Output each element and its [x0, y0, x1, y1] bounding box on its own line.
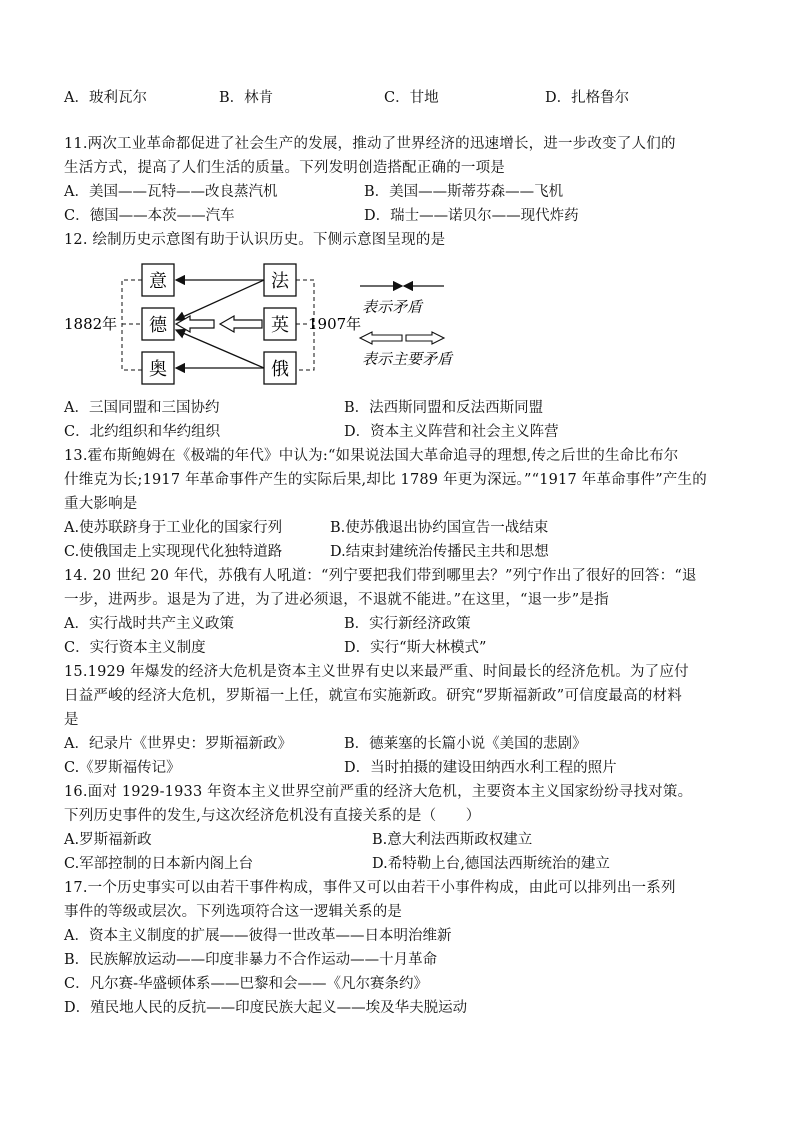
q16-option-a: A.罗斯福新政	[64, 832, 152, 848]
q11-option-d: D．瑞士——诺贝尔——现代炸药	[364, 208, 579, 224]
q15-option-c: C.《罗斯福传记》	[64, 760, 181, 776]
q11-option-c: C．德国——本茨——汽车	[64, 208, 235, 224]
q10-option-a: A．玻利瓦尔	[64, 90, 147, 106]
q11-stem-line1: 11.两次工业革命都促进了社会生产的发展，推动了世界经济的迅速增长，进一步改变了人们的	[64, 136, 676, 152]
diagram-legend	[360, 286, 454, 368]
q17-option-b: B．民族解放运动——印度非暴力不合作运动——十月革命	[64, 952, 438, 968]
q14-option-d: D．实行“斯大林模式”	[344, 640, 487, 656]
left-dashed-bracket	[122, 280, 142, 370]
q14-stem-line1: 14. 20 世纪 20 年代，苏俄有人吼道：“列宁要把我们带到哪里去？”列宁作出了很好的回答：“退	[64, 568, 697, 584]
q10-option-c: C．甘地	[384, 90, 439, 106]
q13-stem-line2: 什维克为长;1917 年革命事件产生的实际后果,却比 1789 年更为深远。”“1917 年革命事件”产生的	[64, 472, 707, 488]
q12-option-c: C．北约组织和华约组织	[64, 424, 221, 440]
q17-stem-line2: 事件的等级或层次。下列选项符合这一逻辑关系的是	[64, 904, 403, 920]
q12-option-d: D．资本主义阵营和社会主义阵营	[344, 424, 559, 440]
q15-option-d: D．当时拍摄的建设田纳西水利工程的照片	[344, 760, 617, 776]
year-1907-label: 1907年	[308, 315, 362, 333]
legend-conflict-label: 表示矛盾	[362, 298, 423, 316]
q13-stem-line1: 13.霍布斯鲍姆在《极端的年代》中认为:“如果说法国大革命追寻的理想,传之后世的生命比布尔	[64, 448, 679, 464]
q12-diagram	[64, 258, 484, 390]
q15-stem-line3: 是	[64, 712, 79, 728]
q13-option-b: B.使苏俄退出协约国宣告一战结束	[330, 520, 549, 536]
q10-option-b: B．林肯	[219, 90, 274, 106]
q16-stem-line2: 下列历史事件的发生,与这次经济危机没有直接关系的是（ ）	[64, 808, 481, 824]
q13-option-c: C.使俄国走上实现现代化独特道路	[64, 544, 283, 560]
austria-label: 奥	[149, 359, 167, 380]
q17-option-d: D．殖民地人民的反抗——印度民族大起义——埃及华夫脱运动	[64, 1000, 468, 1016]
main-conflict-arrows	[176, 316, 262, 332]
q12-option-a: A．三国同盟和三国协约	[64, 400, 220, 416]
q16-option-c: C.军部控制的日本新内阁上台	[64, 856, 254, 872]
q13-option-a: A.使苏联跻身于工业化的国家行列	[64, 520, 283, 536]
q13-stem-line3: 重大影响是	[64, 496, 138, 512]
q15-option-b: B．德莱塞的长篇小说《美国的悲剧》	[344, 736, 587, 752]
q15-option-a: A．纪录片《世界史：罗斯福新政》	[64, 736, 292, 752]
q15-stem-line1: 15.1929 年爆发的经济大危机是资本主义世界有史以来最严重、时间最长的经济危机。为了应付	[64, 664, 689, 680]
q11-stem-line2: 生活方式，提高了人们生活的质量。下列发明创造搭配正确的一项是	[64, 160, 505, 176]
france-label: 法	[271, 271, 289, 292]
year-1882-label: 1882年	[64, 315, 118, 333]
q16-option-d: D.希特勒上台,德国法西斯统治的建立	[372, 856, 610, 872]
q14-option-b: B．实行新经济政策	[344, 616, 471, 632]
q17-option-c: C．凡尔赛-华盛顿体系——巴黎和会——《凡尔赛条约》	[64, 976, 428, 992]
q17-stem-line1: 17.一个历史事实可以由若干事件构成，事件又可以由若干小事件构成，由此可以排列出一系列	[64, 880, 676, 896]
legend-main-conflict-label: 表示主要矛盾	[362, 350, 453, 368]
q14-option-a: A．实行战时共产主义政策	[64, 616, 234, 632]
italy-label: 意	[149, 271, 167, 292]
germany-label: 德	[149, 315, 167, 336]
q14-stem-line2: 一步，进两步。退是为了进，为了进必须退，不退就不能进。”在这里，“退一步”是指	[64, 592, 609, 608]
q14-option-c: C．实行资本主义制度	[64, 640, 206, 656]
russia-label: 俄	[271, 359, 289, 380]
q11-option-b: B．美国——斯蒂芬森——飞机	[364, 184, 564, 200]
q11-option-a: A．美国——瓦特——改良蒸汽机	[64, 184, 278, 200]
q16-stem-line1: 16.面对 1929-1933 年资本主义世界空前严重的经济大危机，主要资本主义国家纷纷寻找对策。	[64, 784, 693, 800]
q10-option-d: D．扎格鲁尔	[545, 90, 630, 106]
q12-stem: 12. 绘制历史示意图有助于认识历史。下侧示意图呈现的是	[64, 232, 446, 248]
q15-stem-line2: 日益严峻的经济大危机，罗斯福一上任，就宣布实施新政。研究“罗斯福新政”可信度最高的材料	[64, 688, 682, 704]
q13-option-d: D.结束封建统治传播民主共和思想	[330, 544, 549, 560]
q17-option-a: A．资本主义制度的扩展——彼得一世改革——日本明治维新	[64, 928, 452, 944]
q16-option-b: B.意大利法西斯政权建立	[372, 832, 533, 848]
q12-option-b: B．法西斯同盟和反法西斯同盟	[344, 400, 544, 416]
britain-label: 英	[271, 315, 289, 336]
